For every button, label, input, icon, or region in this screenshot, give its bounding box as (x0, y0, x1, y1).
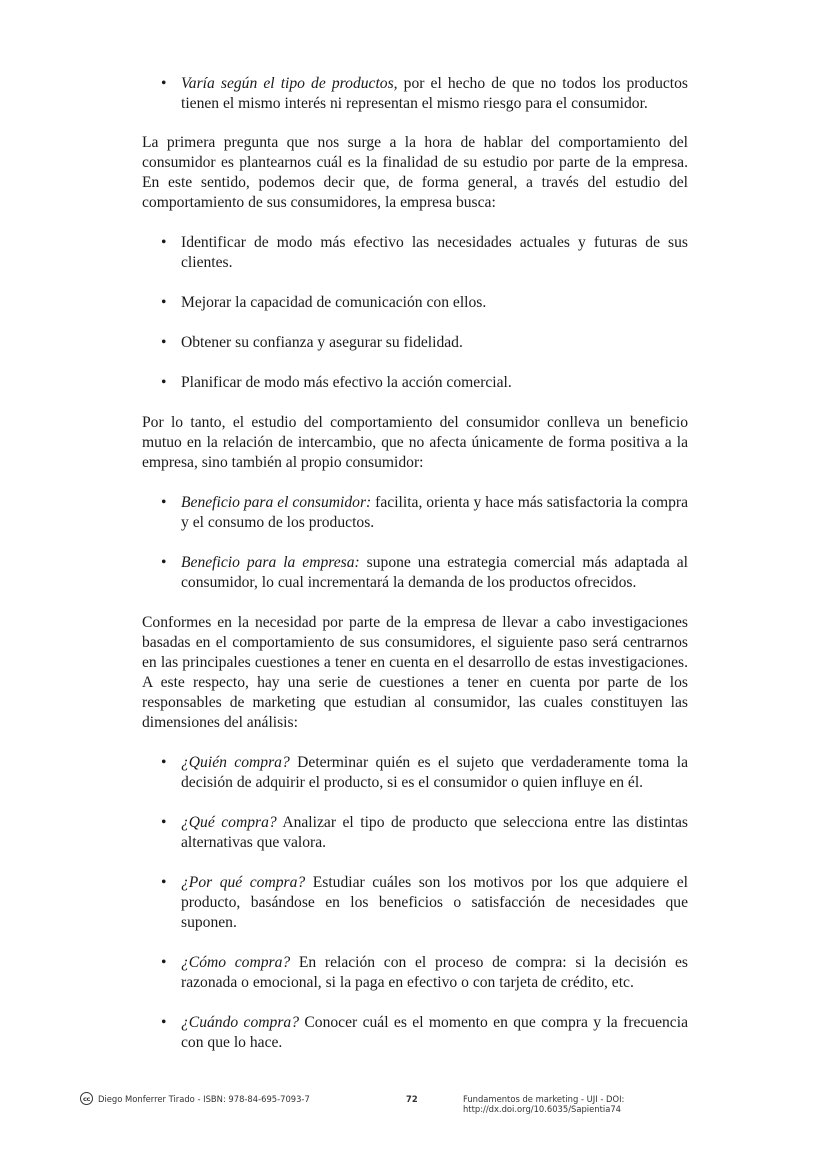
list-item (142, 873, 688, 933)
paragraph-mutual-benefit: Por lo tanto, el estudio del comportamiento del consumidor conlleva un beneficio mutuo en la relación de intercambio, que no afecta únicamente de forma positiva a la empresa, sino también al propio consumidor: (142, 414, 688, 471)
list-item (142, 74, 688, 114)
page-content (142, 74, 688, 1053)
list-item (142, 1013, 688, 1053)
paragraph-dimensions: Conformes en la necesidad por parte de la empresa de llevar a cabo investigaciones basadas en el comportamiento de sus consumidores, el siguiente paso será centrarnos en las principales cuestiones a tener en cuenta en el desarrollo de estas investigaciones. A este respecto, hay una serie de cuestiones a tener en cuenta por parte de los responsables de marketing que estudian al consumidor, las cuales constituyen las dimensiones del análisis: (142, 614, 688, 731)
bullet-list-questions (142, 753, 688, 1053)
list-item: • Identificar de modo más efectivo las necesidades actuales y futuras de sus clientes. (142, 233, 688, 273)
footer-author-block (80, 1092, 310, 1105)
list-item-term: ¿Por qué compra? (181, 874, 306, 891)
list-item-text: Analizar el tipo de producto que selecciona entre las distintas alternativas que valora. (181, 814, 688, 851)
list-item-term: Beneficio para el consumidor: (181, 494, 372, 511)
page-footer (80, 1091, 750, 1114)
list-item-term: ¿Qué compra? (181, 814, 277, 831)
list-item-term: ¿Cómo compra? (181, 954, 291, 971)
list-item (142, 753, 688, 793)
list-item: • Obtener su confianza y asegurar su fidelidad. (142, 333, 688, 353)
list-item-term: Beneficio para la empresa: (181, 554, 360, 571)
list-item-term: Varía según el tipo de productos, (181, 75, 398, 92)
bullet-list-top (142, 74, 688, 114)
bullet-list-goals (142, 233, 688, 393)
list-item-text: supone una estrategia comercial más adaptada al consumidor, lo cual incrementará la demanda de los productos ofrecidos. (181, 554, 688, 591)
list-item-term: ¿Quién compra? (181, 754, 290, 771)
list-item-text: facilita, orienta y hace más satisfactoria la compra y el consumo de los productos. (181, 494, 688, 531)
page-number: 72 (406, 1094, 418, 1104)
list-item (142, 953, 688, 993)
paragraph-purpose: La primera pregunta que nos surge a la hora de hablar del comportamiento del consumidor es plantearnos cuál es la finalidad de su estudio por parte de la empresa. En este sentido, podemos decir que, de forma general, a través del estudio del comportamiento de sus consumidores, la empresa busca: (142, 134, 688, 211)
list-item-term: ¿Cuándo compra? (181, 1014, 299, 1031)
footer-citation: Fundamentos de marketing - UJI - DOI: http://dx.doi.org/10.6035/Sapientia74 (463, 1094, 625, 1114)
bullet-list-benefits (142, 493, 688, 593)
footer-author: Diego Monferrer Tirado - ISBN: 978-84-695-7093-7 (98, 1093, 310, 1104)
list-item-text: Estudiar cuáles son los motivos por los que adquiere el producto, basándose en los beneficios o satisfacción de necesidades que suponen. (181, 874, 688, 931)
list-item (142, 553, 688, 593)
list-item-text: En relación con el proceso de compra: si la decisión es razonada o emocional, si la paga en efectivo o con tarjeta de crédito, etc. (181, 954, 688, 991)
list-item: • Planificar de modo más efectivo la acción comercial. (142, 373, 688, 393)
list-item-text: por el hecho de que no todos los productos tienen el mismo interés ni representan el mismo riesgo para el consumidor. (181, 75, 688, 112)
list-item (142, 813, 688, 853)
list-item-text: Determinar quién es el sujeto que verdaderamente toma la decisión de adquirir el producto, si es el consumidor o quien influye en él. (181, 754, 688, 791)
cc-icon: cc (80, 1092, 93, 1105)
list-item (142, 493, 688, 533)
list-item-text: Conocer cuál es el momento en que compra y la frecuencia con que lo hace. (181, 1014, 688, 1051)
list-item: • Mejorar la capacidad de comunicación con ellos. (142, 293, 688, 313)
